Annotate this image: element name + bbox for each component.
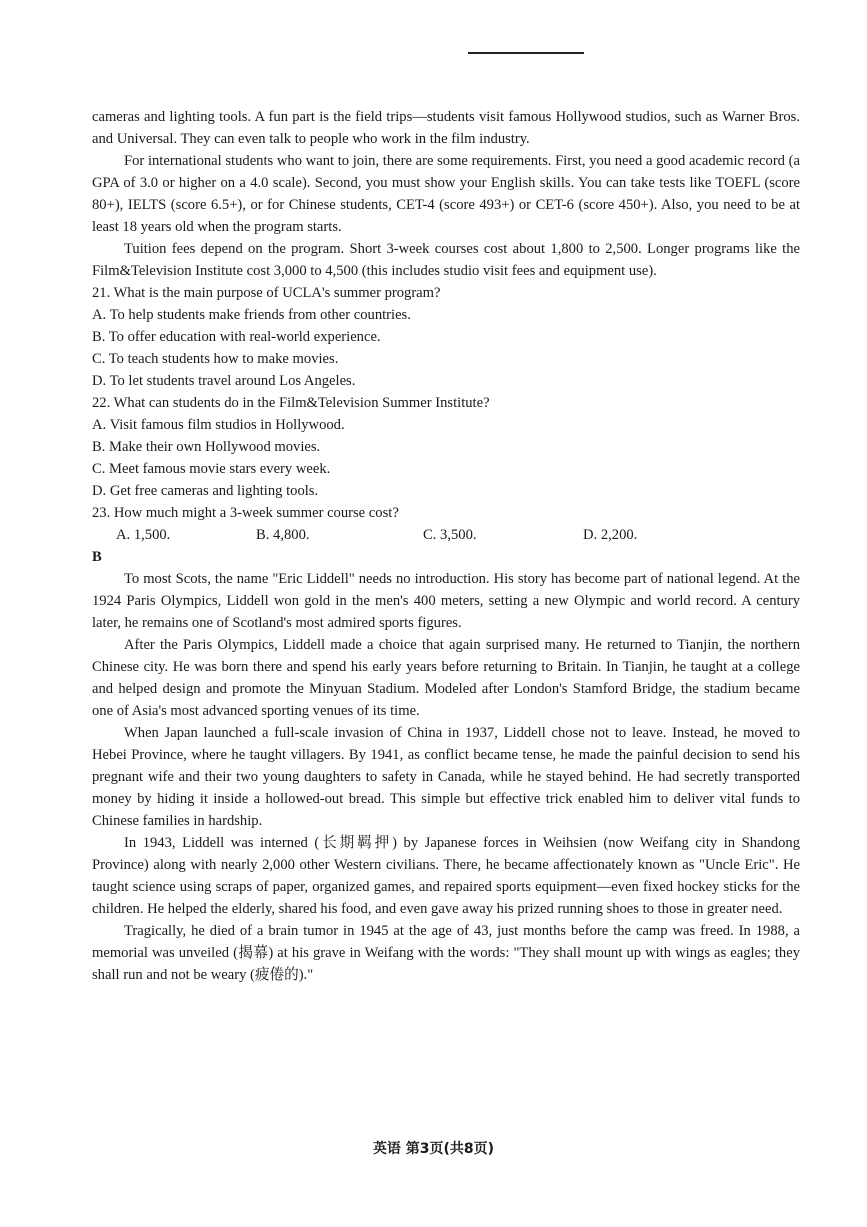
question-21: [92, 282, 800, 392]
answer-option: C. Meet famous movie stars every week.: [92, 461, 331, 477]
passage-paragraph: In 1943, Liddell was interned (长期羁押) by Japanese forces in Weihsien (now Weifang city in Shandong Province) along with nearly 2,000 other Western civilians. There, he became affectionately known as "Uncle Eric". He taught science using scraps of paper, organized games, and repaired sports equipment—even fixed hockey sticks for the children. He helped the elderly, shared his food, and even gave away his prized running shoes to those in greater need.: [92, 835, 800, 917]
passage-paragraph: Tuition fees depend on the program. Short 3-week courses cost about 1,800 to 2,500. Longer programs like the Film&Television Institute cost 3,000 to 4,500 (this includes studio visit fees and equipment use).: [92, 241, 800, 279]
passage-paragraph: To most Scots, the name "Eric Liddell" needs no introduction. His story has become part of national legend. At the 1924 Paris Olympics, Liddell won gold in the men's 400 meters, setting a new Olympic and world record. A century later, he remains one of Scotland's most admired sports figures.: [92, 571, 800, 631]
passage-paragraph: After the Paris Olympics, Liddell made a choice that again surprised many. He returned to Tianjin, the northern Chinese city. He was born there and spend his early years before returning to Britain. In Tianjin, he taught at a college and helped design and promote the Minyuan Stadium. Modeled after London's Stamford Bridge, the stadium became one of Asia's most advanced sporting venues of its time.: [92, 637, 800, 719]
section-heading: B: [92, 549, 102, 565]
passage-paragraph: When Japan launched a full-scale invasion of China in 1937, Liddell chose not to leave. Instead, he moved to Hebei Province, where he taught villagers. By 1941, as conflict became tense, he made the painful decision to send his pregnant wife and their two young daughters to safety in Canada, while he stayed behind. He had secretly transported money by hiding it inside a hollowed-out bread. This simple but effective trick enabled him to deliver vital funds to Chinese families in hardship.: [92, 725, 800, 829]
exam-page: [92, 106, 800, 986]
answer-option: B. To offer education with real-world experience.: [92, 329, 381, 345]
question-stem: 21. What is the main purpose of UCLA's summer program?: [92, 285, 441, 301]
answer-options-row: [116, 524, 800, 546]
answer-option: A. 1,500.: [116, 527, 171, 543]
question-stem: 23. How much might a 3-week summer course cost?: [92, 505, 399, 521]
answer-option: B. 4,800.: [256, 527, 310, 543]
answer-option: C. 3,500.: [423, 527, 477, 543]
top-rule: [468, 52, 584, 54]
answer-option: A. Visit famous film studios in Hollywood.: [92, 417, 345, 433]
passage-b: [92, 568, 800, 986]
passage-paragraph: For international students who want to join, there are some requirements. First, you need a good academic record (a GPA of 3.0 or higher on a 4.0 scale). Second, you must show your English skills. You can take tests like TOEFL (score 80+), IELTS (score 6.5+), or for Chinese students, CET-4 (score 493+) or CET-6 (score 450+). Also, you need to be at least 18 years old when the program starts.: [92, 153, 800, 235]
passage-paragraph: cameras and lighting tools. A fun part is the field trips—students visit famous Hollywood studios, such as Warner Bros. and Universal. They can even talk to people who work in the film industry.: [92, 109, 800, 147]
answer-option: A. To help students make friends from other countries.: [92, 307, 411, 323]
question-stem: 22. What can students do in the Film&Television Summer Institute?: [92, 395, 490, 411]
question-22: [92, 392, 800, 502]
answer-option: D. Get free cameras and lighting tools.: [92, 483, 319, 499]
page-footer: 英语 第3页(共8页): [372, 1141, 495, 1157]
question-23: [92, 502, 800, 546]
passage-a: [92, 106, 800, 282]
answer-option: D. To let students travel around Los Angeles.: [92, 373, 356, 389]
passage-paragraph: Tragically, he died of a brain tumor in 1945 at the age of 43, just months before the camp was freed. In 1988, a memorial was unveiled (揭幕) at his grave in Weifang with the words: "They shall mount up with wings as eagles; they shall run and not be weary (疲倦的).": [92, 923, 800, 983]
answer-option: C. To teach students how to make movies.: [92, 351, 339, 367]
answer-option: B. Make their own Hollywood movies.: [92, 439, 321, 455]
answer-option: D. 2,200.: [583, 527, 638, 543]
